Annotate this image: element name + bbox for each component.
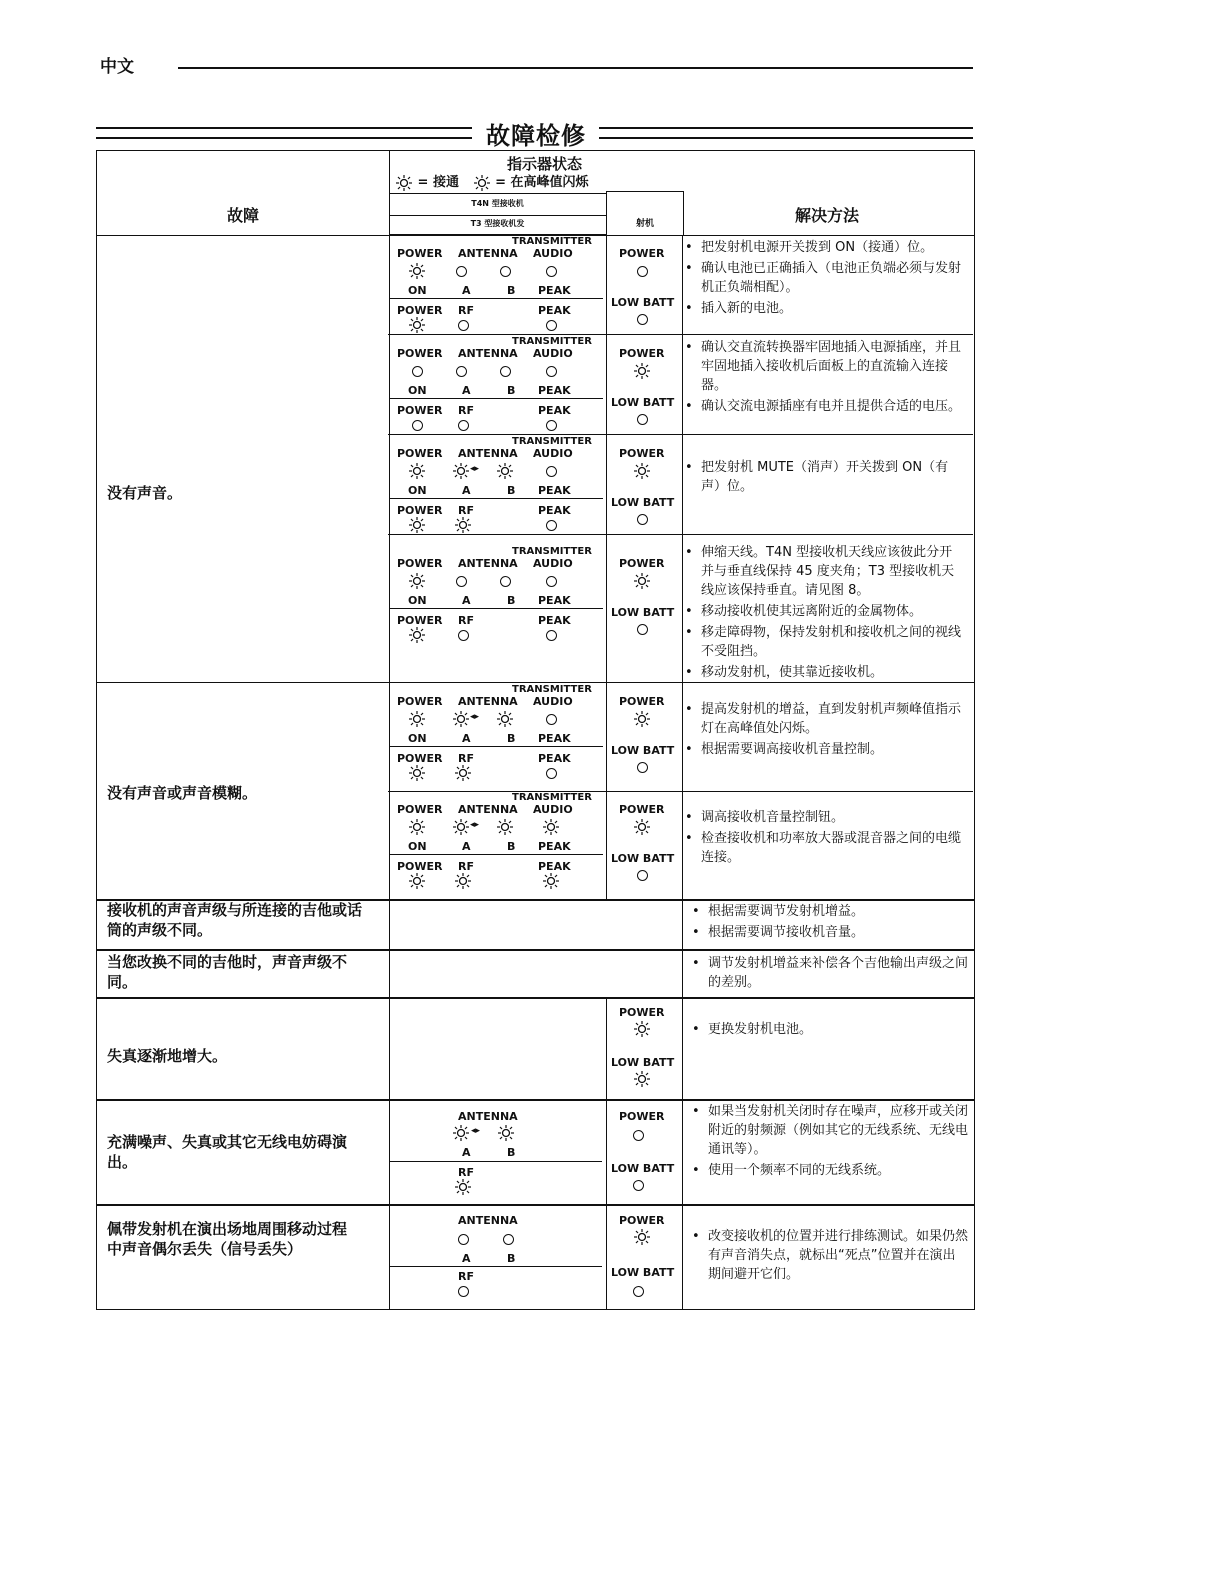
- page-title: 故障检修: [486, 122, 586, 150]
- led-off-icon: [637, 762, 648, 773]
- led-on-icon: [452, 710, 470, 728]
- indicator-label: ON: [408, 384, 427, 397]
- row-divider: [388, 534, 973, 535]
- indicator-label: ANTENNA: [458, 557, 518, 570]
- indicator-label: POWER: [619, 1110, 665, 1123]
- title-bar: [96, 118, 973, 148]
- fault-text: 充满噪声、失真或其它无线电妨碍演出。: [107, 1133, 348, 1171]
- fault-cell: [97, 683, 390, 900]
- indicator-label: POWER: [397, 247, 443, 260]
- indicator-label: A: [462, 594, 471, 607]
- row-divider: [388, 334, 973, 335]
- solution-cell: [682, 1100, 974, 1205]
- led-on-icon: [542, 818, 560, 836]
- transmitter-label: TRANSMITTER: [512, 792, 592, 803]
- fault-text: 佩带发射机在演出场地周围移动过程中声音偶尔丢失（信号丢失）: [107, 1220, 348, 1258]
- indicator-label: RF: [458, 404, 474, 417]
- indicator-label: POWER: [397, 614, 443, 627]
- solution-list: [688, 902, 968, 944]
- indicator-label: AUDIO: [533, 347, 573, 360]
- indicator-label: AUDIO: [533, 803, 573, 816]
- solution-list: [681, 458, 961, 498]
- indicator-label: B: [507, 1146, 516, 1159]
- indicator-label: ON: [408, 284, 427, 297]
- led-on-icon: [496, 462, 514, 480]
- indicator-label: ON: [408, 732, 427, 745]
- indicator-label: ON: [408, 840, 427, 853]
- indicator-label: B: [507, 732, 516, 745]
- indicator-label: B: [507, 1252, 516, 1265]
- solution-item: • 确认交流电源插座有电并且提供合适的电压。: [681, 397, 961, 416]
- fault-section-dropout: [96, 1204, 975, 1310]
- led-off-icon: [637, 870, 648, 881]
- led-off-icon: [637, 266, 648, 277]
- indicator-label: POWER: [397, 695, 443, 708]
- row-divider: [389, 398, 603, 399]
- indicator-label: POWER: [397, 504, 443, 517]
- indicator-label: AUDIO: [533, 557, 573, 570]
- led-off-icon: [458, 1286, 469, 1297]
- indicator-label: LOW BATT: [611, 606, 675, 619]
- indicator-label: ANTENNA: [458, 1110, 518, 1123]
- led-off-icon: [546, 768, 557, 779]
- led-on-icon: [408, 710, 426, 728]
- led-on-icon: [408, 462, 426, 480]
- solution-column-header: 解决方法: [795, 206, 860, 225]
- indicator-label: RF: [458, 1270, 474, 1283]
- led-on-icon: [408, 572, 426, 590]
- led-off-icon: [456, 366, 467, 377]
- row-divider: [389, 746, 603, 747]
- led-on-icon: [497, 1124, 515, 1142]
- led-on-icon: [633, 710, 651, 728]
- solution-item: • 移动发射机，使其靠近接收机。: [681, 663, 961, 682]
- indicator-label: POWER: [619, 247, 665, 260]
- indicator-label: A: [462, 732, 471, 745]
- indicator-label: LOW BATT: [611, 1266, 675, 1279]
- led-off-icon: [546, 266, 557, 277]
- indicator-label: PEAK: [538, 384, 571, 397]
- fault-text: 接收机的声音声级与所连接的吉他或话筒的声级不同。: [107, 901, 363, 939]
- led-off-icon: [546, 320, 557, 331]
- fault-text: 失真逐渐地增大。: [107, 1047, 228, 1065]
- transmitter-label: TRANSMITTER: [512, 336, 592, 347]
- led-on-icon: [452, 818, 470, 836]
- row-divider: [389, 1266, 602, 1267]
- led-off-icon: [500, 266, 511, 277]
- indicator-label: A: [462, 384, 471, 397]
- fault-cell: [97, 235, 390, 682]
- row-divider: [389, 608, 603, 609]
- indicator-label: AUDIO: [533, 695, 573, 708]
- indicator-label: A: [462, 484, 471, 497]
- indicator-label: LOW BATT: [611, 852, 675, 865]
- led-on-icon: [452, 462, 470, 480]
- indicator-label: ON: [408, 484, 427, 497]
- fault-text: 没有声音或声音模糊。: [107, 784, 258, 802]
- solution-item: • 更换发射机电池。: [688, 1020, 968, 1039]
- solution-cell: [682, 1205, 974, 1309]
- led-on-icon: [633, 1020, 651, 1038]
- fault-section-guitar-change: [96, 949, 975, 999]
- ab-arrow-icon: ◂▸: [471, 1126, 481, 1136]
- led-on-icon: [395, 174, 413, 192]
- indicator-label: PEAK: [538, 732, 571, 745]
- solution-list: [681, 238, 961, 320]
- led-on-icon: [496, 710, 514, 728]
- led-off-icon: [500, 576, 511, 587]
- indicator-label: POWER: [619, 695, 665, 708]
- indicator-label: POWER: [397, 860, 443, 873]
- solution-item: • 插入新的电池。: [681, 299, 961, 318]
- transmitter-label: TRANSMITTER: [512, 684, 592, 695]
- indicator-label: ANTENNA: [458, 1214, 518, 1227]
- led-off-icon: [546, 366, 557, 377]
- led-on-icon: [633, 572, 651, 590]
- led-off-icon: [546, 576, 557, 587]
- fault-column-header: 故障: [97, 151, 390, 235]
- solution-item: • 调高接收机音量控制钮。: [681, 808, 961, 827]
- indicator-label: LOW BATT: [611, 496, 675, 509]
- indicator-cell-empty: [389, 900, 683, 950]
- led-peak-icon: [473, 174, 491, 192]
- led-on-icon: [496, 818, 514, 836]
- fault-cell: [97, 900, 390, 950]
- receiver-t4n-header: T4N 型接收机: [389, 193, 606, 216]
- indicator-label: ON: [408, 594, 427, 607]
- row-divider: [389, 854, 603, 855]
- led-on-icon: [633, 462, 651, 480]
- led-off-icon: [637, 314, 648, 325]
- indicator-cell-empty: [389, 950, 683, 998]
- led-off-icon: [637, 624, 648, 635]
- led-off-icon: [412, 366, 423, 377]
- solution-item: • 把发射机电源开关拨到 ON（接通）位。: [681, 238, 961, 257]
- led-off-icon: [546, 520, 557, 531]
- led-off-icon: [546, 714, 557, 725]
- led-off-icon: [458, 320, 469, 331]
- led-on-icon: [408, 872, 426, 890]
- led-off-icon: [458, 1234, 469, 1245]
- led-on-icon: [408, 764, 426, 782]
- transmitter-label: TRANSMITTER: [512, 546, 592, 557]
- led-off-icon: [546, 466, 557, 477]
- indicator-label: PEAK: [538, 504, 571, 517]
- led-on-icon: [454, 764, 472, 782]
- indicator-label: POWER: [619, 803, 665, 816]
- indicator-label: POWER: [397, 557, 443, 570]
- indicator-label: PEAK: [538, 404, 571, 417]
- indicator-label: POWER: [397, 803, 443, 816]
- row-divider: [389, 1161, 602, 1162]
- fault-text: 没有声音。: [107, 484, 183, 502]
- indicator-label: PEAK: [538, 860, 571, 873]
- row-divider: [388, 434, 973, 435]
- solution-list: [688, 1020, 968, 1041]
- indicator-label: ANTENNA: [458, 695, 518, 708]
- ab-arrow-icon: ◂▸: [470, 464, 480, 474]
- led-on-icon: [633, 1070, 651, 1088]
- led-on-icon: [408, 262, 426, 280]
- solution-list: [688, 1227, 968, 1286]
- solution-item: • 根据需要调节接收机音量。: [688, 923, 968, 942]
- indicator-label: A: [462, 840, 471, 853]
- indicator-label: LOW BATT: [611, 396, 675, 409]
- fault-cell: [97, 1205, 390, 1309]
- solution-item: • 根据需要调高接收机音量控制。: [681, 740, 961, 759]
- indicator-label: B: [507, 840, 516, 853]
- solution-item: • 检查接收机和功率放大器或混音器之间的电缆连接。: [681, 829, 961, 867]
- indicator-label: ANTENNA: [458, 347, 518, 360]
- indicator-label: RF: [458, 614, 474, 627]
- led-off-icon: [456, 576, 467, 587]
- solution-item: • 提高发射机的增益，直到发射机声频峰值指示灯在高峰值处闪烁。: [681, 700, 961, 738]
- solution-list: [681, 808, 961, 869]
- fault-section-noise: [96, 1099, 975, 1206]
- solution-list: [681, 700, 961, 761]
- solution-item: • 改变接收机的位置并进行排练测试。如果仍然有声音消失点，就标出“死点”位置并在演出期间避开它们。: [688, 1227, 968, 1284]
- solution-list: [681, 338, 961, 418]
- transmitter-header: 射机: [606, 191, 684, 235]
- indicator-label: ANTENNA: [458, 447, 518, 460]
- fault-cell: [97, 998, 390, 1100]
- led-on-icon: [633, 818, 651, 836]
- transmitter-label: TRANSMITTER: [512, 236, 592, 247]
- indicator-label: PEAK: [538, 284, 571, 297]
- solution-item: • 把发射机 MUTE（消声）开关拨到 ON（有声）位。: [681, 458, 961, 496]
- led-off-icon: [503, 1234, 514, 1245]
- indicator-label: POWER: [397, 752, 443, 765]
- indicator-label: RF: [458, 752, 474, 765]
- indicator-label: PEAK: [538, 614, 571, 627]
- solution-cell: [682, 950, 974, 998]
- indicator-label: POWER: [397, 347, 443, 360]
- led-on-icon: [408, 316, 426, 334]
- led-on-icon: [452, 1124, 470, 1142]
- led-off-icon: [633, 1180, 644, 1191]
- indicator-label: B: [507, 384, 516, 397]
- solution-item: • 移动接收机使其远离附近的金属物体。: [681, 602, 961, 621]
- transmitter-label: TRANSMITTER: [512, 436, 592, 447]
- led-on-icon: [454, 1178, 472, 1196]
- row-divider: [389, 498, 603, 499]
- led-on-icon: [542, 872, 560, 890]
- fault-cell: [97, 950, 390, 998]
- solution-item: • 伸缩天线。T4N 型接收机天线应该彼此分开并与垂直线保持 45 度夹角；T3 型接收机天线应该保持垂直。请见图 8。: [681, 543, 961, 600]
- indicator-label: B: [507, 594, 516, 607]
- receiver-t3-header: T3 型接收机发: [389, 214, 606, 235]
- fault-cell: [97, 1100, 390, 1205]
- row-divider: [389, 298, 603, 299]
- led-off-icon: [633, 1286, 644, 1297]
- fault-section-level-diff: [96, 899, 975, 951]
- indicator-legend: = 接通 = 在高峰值闪烁: [395, 171, 588, 192]
- indicator-label: LOW BATT: [611, 1162, 675, 1175]
- solution-item: • 根据需要调节发射机增益。: [688, 902, 968, 921]
- led-on-icon: [408, 626, 426, 644]
- solution-list: [688, 954, 968, 994]
- solution-item: • 确认电池已正确插入（电池正负端必须与发射机正负端相配）。: [681, 259, 961, 297]
- solution-cell: [682, 998, 974, 1100]
- indicator-label: LOW BATT: [611, 296, 675, 309]
- indicator-label: POWER: [619, 1006, 665, 1019]
- indicator-label: RF: [458, 1166, 474, 1179]
- led-off-icon: [637, 414, 648, 425]
- led-off-icon: [546, 420, 557, 431]
- led-on-icon: [454, 872, 472, 890]
- indicator-label: A: [462, 284, 471, 297]
- led-off-icon: [500, 366, 511, 377]
- ab-arrow-icon: ◂▸: [470, 712, 480, 722]
- fault-section-distortion: [96, 997, 975, 1101]
- solution-item: • 使用一个频率不同的无线系统。: [688, 1161, 968, 1180]
- indicator-label: RF: [458, 304, 474, 317]
- receiver-indicator-cell: [389, 998, 607, 1100]
- fault-text: 当您改换不同的吉他时，声音声级不同。: [107, 953, 348, 991]
- solution-item: • 确认交直流转换器牢固地插入电源插座，并且牢固地插入接收机后面板上的直流输入连接器。: [681, 338, 961, 395]
- indicator-label: RF: [458, 504, 474, 517]
- indicator-label: POWER: [397, 404, 443, 417]
- table-header: [96, 150, 975, 236]
- led-on-icon: [408, 818, 426, 836]
- indicator-label: PEAK: [538, 752, 571, 765]
- led-off-icon: [412, 420, 423, 431]
- header-rule: [178, 67, 973, 69]
- solution-list: [681, 543, 961, 684]
- indicator-label: LOW BATT: [611, 744, 675, 757]
- indicator-label: POWER: [619, 1214, 665, 1227]
- indicator-label: POWER: [619, 347, 665, 360]
- language-label: 中文: [100, 57, 134, 77]
- indicator-header: [389, 151, 606, 191]
- indicator-label: PEAK: [538, 840, 571, 853]
- ab-arrow-icon: ◂▸: [470, 820, 480, 830]
- solution-item: • 调节发射机增益来补偿各个吉他输出声级之间的差别。: [688, 954, 968, 992]
- led-on-icon: [633, 362, 651, 380]
- led-off-icon: [637, 514, 648, 525]
- indicator-label: POWER: [397, 304, 443, 317]
- indicator-label: ANTENNA: [458, 247, 518, 260]
- led-off-icon: [633, 1130, 644, 1141]
- indicator-label: PEAK: [538, 304, 571, 317]
- row-divider: [388, 791, 973, 792]
- indicator-label: A: [462, 1252, 471, 1265]
- indicator-label: RF: [458, 860, 474, 873]
- solution-item: • 移走障碍物，保持发射机和接收机之间的视线不受阻挡。: [681, 623, 961, 661]
- indicator-label: AUDIO: [533, 447, 573, 460]
- led-on-icon: [408, 516, 426, 534]
- led-off-icon: [458, 630, 469, 641]
- indicator-label: B: [507, 484, 516, 497]
- indicator-label: POWER: [619, 557, 665, 570]
- indicator-label: PEAK: [538, 484, 571, 497]
- title-rule-right: [599, 127, 973, 139]
- solution-list: [688, 1102, 968, 1182]
- led-on-icon: [633, 1228, 651, 1246]
- indicator-label: ANTENNA: [458, 803, 518, 816]
- led-off-icon: [546, 630, 557, 641]
- indicator-label: POWER: [619, 447, 665, 460]
- led-on-icon: [454, 516, 472, 534]
- indicator-label: LOW BATT: [611, 1056, 675, 1069]
- indicator-label: POWER: [397, 447, 443, 460]
- led-off-icon: [456, 266, 467, 277]
- indicator-title: 指示器状态: [507, 155, 583, 173]
- indicator-label: A: [462, 1146, 471, 1159]
- solution-cell: [682, 900, 974, 950]
- led-off-icon: [458, 420, 469, 431]
- indicator-label: PEAK: [538, 594, 571, 607]
- solution-item: • 如果当发射机关闭时存在噪声，应移开或关闭附近的射频源（例如其它的无线系统、无线电通讯等）。: [688, 1102, 968, 1159]
- indicator-label: AUDIO: [533, 247, 573, 260]
- title-rule-left: [96, 127, 472, 139]
- indicator-label: B: [507, 284, 516, 297]
